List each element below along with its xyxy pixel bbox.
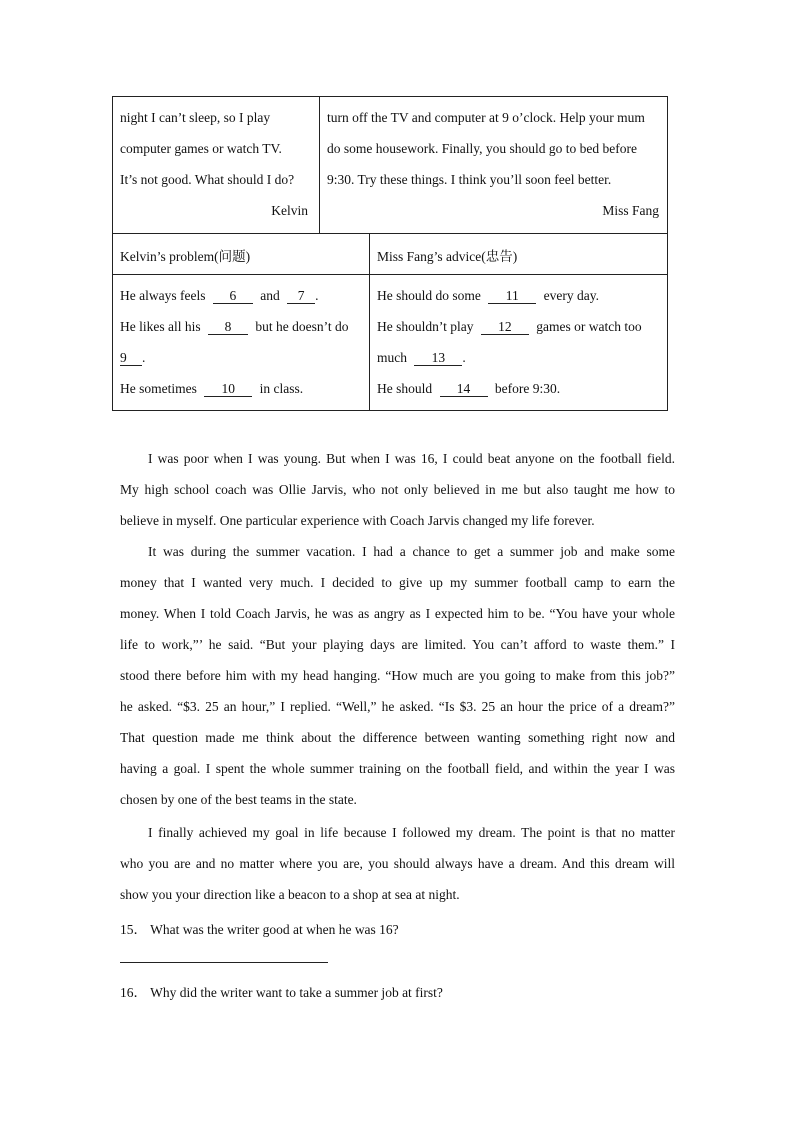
- problem-line-2: He likes all his 8 but he doesn’t do: [120, 319, 349, 334]
- table-header-problem: Kelvin’s problem(问题): [120, 249, 251, 264]
- passage-line: I was poor when I was young. But when I was 16, I could beat anyone on the football field.: [148, 451, 675, 466]
- problem-line-1: He always feels 6 and 7 .: [120, 288, 319, 303]
- passage-line: My high school coach was Ollie Jarvis, who not only believed in me but also taught me how to: [120, 482, 675, 497]
- passage-line: It was during the summer vacation. I had a chance to get a summer job and make some: [148, 544, 675, 559]
- passage-line: That question made me think about the difference between wanting something right now and: [120, 730, 675, 745]
- passage-line: money. When I told Coach Jarvis, he was as angry as I expected him to be. “You have your whole: [120, 606, 675, 621]
- advice-line-4: He should 14 before 9:30.: [377, 381, 561, 396]
- passage-line: show you your direction like a beacon to a shop at sea at night.: [120, 887, 460, 902]
- passage-line: having a goal. I spent the whole summer training on the football field, and within the year I was: [120, 761, 675, 776]
- passage-line: I finally achieved my goal in life because I followed my dream. The point is that no matter: [148, 825, 675, 840]
- blank-6[interactable]: 6: [213, 289, 253, 304]
- passage-line: stood there before him with my head hanging. “How much are you going to make from this job?”: [120, 668, 675, 683]
- passage-line: who you are and no matter where you are, you should always have a dream. And this dream will: [120, 856, 675, 871]
- table-header-advice: Miss Fang’s advice(忠告): [377, 249, 518, 264]
- blank-14[interactable]: 14: [440, 382, 488, 397]
- blank-8[interactable]: 8: [208, 320, 248, 335]
- blank-13[interactable]: 13: [414, 351, 462, 366]
- blank-7[interactable]: 7: [287, 289, 315, 304]
- advice-line-3: much 13 .: [377, 350, 466, 365]
- letter-signature-kelvin: Kelvin: [271, 203, 308, 218]
- letter-left-line-3: It’s not good. What should I do?: [120, 172, 295, 187]
- passage-line: chosen by one of the best teams in the state.: [120, 792, 357, 807]
- answer-line-15[interactable]: [120, 962, 328, 963]
- blank-9[interactable]: 9: [120, 351, 142, 366]
- table-header-divider: [112, 274, 668, 275]
- advice-line-2: He shouldn’t play 12 games or watch too: [377, 319, 642, 334]
- passage-line: believe in myself. One particular experience with Coach Jarvis changed my life forever.: [120, 513, 595, 528]
- question-15: 15． What was the writer good at when he was 16?: [120, 922, 399, 937]
- advice-line-1: He should do some 11 every day.: [377, 288, 599, 303]
- passage-paragraph-1: [120, 443, 675, 536]
- passage-paragraph-3: [120, 817, 675, 910]
- letter-right-line-3: 9:30. Try these things. I think you’ll soon feel better.: [327, 172, 612, 187]
- letter-signature-miss-fang: Miss Fang: [602, 203, 659, 218]
- blank-10[interactable]: 10: [204, 382, 252, 397]
- problem-line-4: He sometimes 10 in class.: [120, 381, 304, 396]
- letter-right-line-2: do some housework. Finally, you should go to bed before: [327, 141, 637, 156]
- letter-divider: [319, 96, 320, 234]
- letter-right-line-1: turn off the TV and computer at 9 o’clock. Help your mum: [327, 110, 645, 125]
- passage-paragraph-2: [120, 536, 675, 815]
- blank-11[interactable]: 11: [488, 289, 536, 304]
- letter-left-line-2: computer games or watch TV.: [120, 141, 282, 156]
- passage-line: life to work,”’ he said. “But your playing days are limited. You can’t afford to waste them.” I: [120, 637, 675, 652]
- question-16: 16． Why did the writer want to take a summer job at first?: [120, 985, 443, 1000]
- letter-left-line-1: night I can’t sleep, so I play: [120, 110, 271, 125]
- blank-12[interactable]: 12: [481, 320, 529, 335]
- problem-line-3: 9 .: [120, 350, 146, 365]
- passage-line: he asked. “$3. 25 an hour,” I replied. “Well,” he asked. “Is $3. 25 an hour the price of a dream?”: [120, 699, 675, 714]
- passage-line: money that I wanted very much. I decided to give up my summer football camp to earn the: [120, 575, 675, 590]
- table-column-divider: [369, 233, 370, 411]
